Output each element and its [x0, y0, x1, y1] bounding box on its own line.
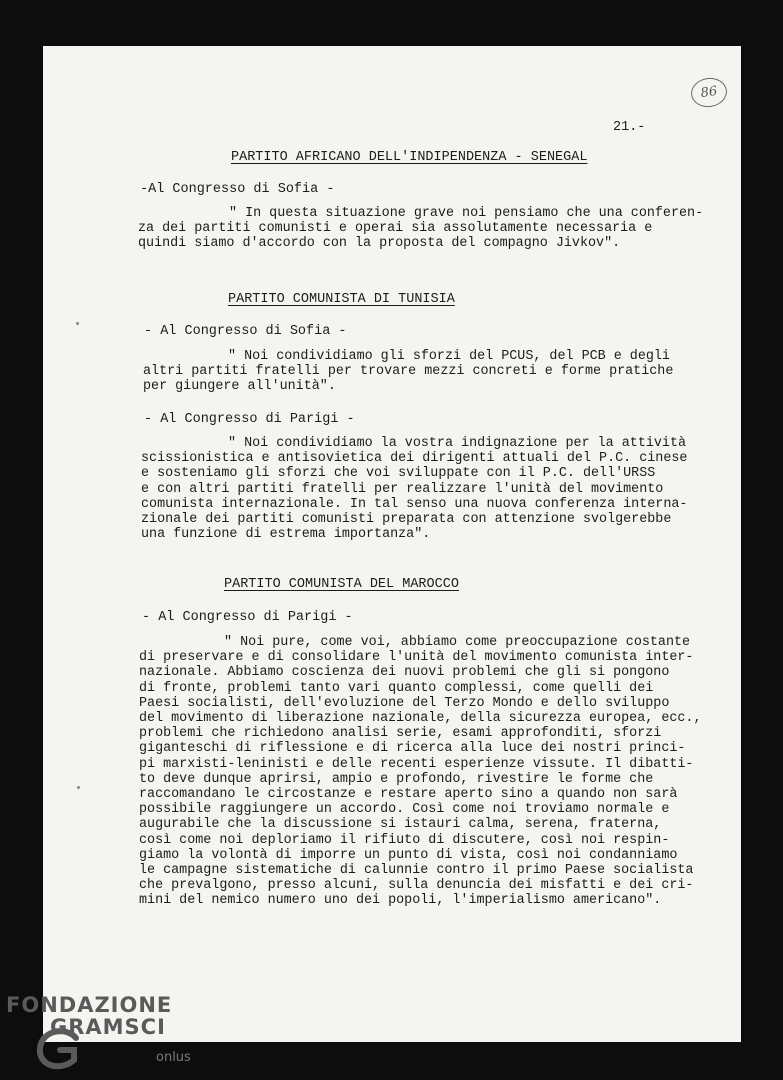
quote-paragraph	[143, 349, 673, 395]
congress-label: - Al Congresso di Sofia -	[144, 324, 347, 339]
text-line: comunista internazionale. In tal senso una nuova conferenza interna-	[141, 496, 688, 512]
text-line: le campagne sistematiche di calunnie contro il primo Paese socialista	[139, 863, 694, 879]
text-line: altri partiti fratelli per trovare mezzi concreti e forme pratiche	[143, 364, 674, 380]
text-line: e con altri partiti fratelli per realizzare l'unità del movimento	[141, 481, 664, 497]
archive-stamp: 86	[689, 76, 729, 110]
text-line: zionale dei partiti comunisti preparata con attenzione svolgerebbe	[141, 512, 672, 528]
text-line: pi marxisti-leninisti e delle recenti esperienze vissute. Il dibatti-	[139, 756, 694, 772]
text-line: mini del nemico numero uno dei popoli, l'imperialismo americano".	[139, 893, 662, 909]
text-line: di fronte, problemi tanto vari quanto complessi, come quelli dei	[139, 680, 654, 696]
text-line: " Noi condividiamo gli sforzi del PCUS, del PCB e degli	[228, 349, 670, 364]
text-line: za dei partiti comunisti e operai sia assolutamente necessaria e	[138, 221, 653, 237]
watermark-logo	[6, 993, 191, 1065]
paper-speck	[76, 322, 79, 325]
text-line: per giungere all'unità".	[143, 379, 336, 395]
section-title-senegal: PARTITO AFRICANO DELL'INDIPENDENZA - SENEGAL	[231, 150, 588, 165]
page-number: 21.-	[613, 120, 646, 135]
quote-paragraph	[138, 206, 703, 252]
foundation-logo-icon	[32, 1016, 86, 1076]
congress-label: - Al Congresso di Parigi -	[144, 412, 355, 427]
text-line: così come noi deploriamo il rifiuto di discutere, così noi respin-	[139, 832, 670, 848]
text-line: " Noi condividiamo la vostra indignazione per la attività	[228, 436, 687, 451]
text-line: quindi siamo d'accordo con la proposta del compagno Jivkov".	[138, 236, 621, 252]
text-line: scissionistica e antisovietica dei dirigenti attuali del P.C. cinese	[141, 451, 688, 467]
congress-label: -Al Congresso di Sofia -	[140, 182, 335, 197]
text-line: augurabile che la discussione si istauri calma, serena, fraterna,	[139, 817, 662, 833]
text-line: problemi che richiedono analisi serie, esami approfonditi, sforzi	[139, 726, 662, 742]
watermark-line1: FONDAZIONE	[6, 993, 173, 1017]
text-line: possibile raggiungere un accordo. Così come noi troviamo normale e	[139, 802, 670, 818]
text-line: to deve dunque aprirsi, ampio e profondo, rivestire le forme che	[139, 771, 654, 787]
text-line: " Noi pure, come voi, abbiamo come preoccupazione costante	[224, 635, 691, 650]
text-line: del movimento di liberazione nazionale, della sicurezza europea, ecc.,	[139, 711, 702, 727]
congress-label: - Al Congresso di Parigi -	[142, 610, 353, 625]
section-title-morocco: PARTITO COMUNISTA DEL MAROCCO	[224, 577, 459, 592]
text-line: e sosteniamo gli sforzi che voi sviluppate con il P.C. dell'URSS	[141, 466, 656, 482]
text-line: giamo la volontà di imporre un punto di vista, così noi condanniamo	[139, 847, 678, 863]
text-line: giganteschi di riflessione e di ricerca alla luce dei nostri princi-	[139, 741, 686, 757]
quote-paragraph	[139, 635, 702, 909]
text-line: Paesi socialisti, dell'evoluzione del Terzo Mondo e dello sviluppo	[139, 695, 670, 711]
text-line: " In questa situazione grave noi pensiamo che una conferen-	[229, 206, 704, 221]
watermark-line3: onlus	[156, 1050, 191, 1065]
watermark-line2: GRAMSCI	[50, 1015, 166, 1039]
section-title-tunisia: PARTITO COMUNISTA DI TUNISIA	[228, 292, 455, 307]
paper-speck	[77, 786, 80, 789]
text-line: che prevalgono, presso alcuni, sulla denuncia dei misfatti e dei cri-	[139, 878, 694, 894]
text-line: raccomandano le circostanze e restare aperto sino a quando non sarà	[139, 787, 678, 803]
text-line: una funzione di estrema importanza".	[141, 527, 431, 543]
document-page	[43, 46, 741, 1042]
quote-paragraph	[141, 436, 687, 542]
text-line: nazionale. Abbiamo coscienza dei nuovi problemi che gli si pongono	[139, 665, 670, 681]
text-line: di preservare e di consolidare l'unità del movimento comunista inter-	[139, 650, 694, 666]
